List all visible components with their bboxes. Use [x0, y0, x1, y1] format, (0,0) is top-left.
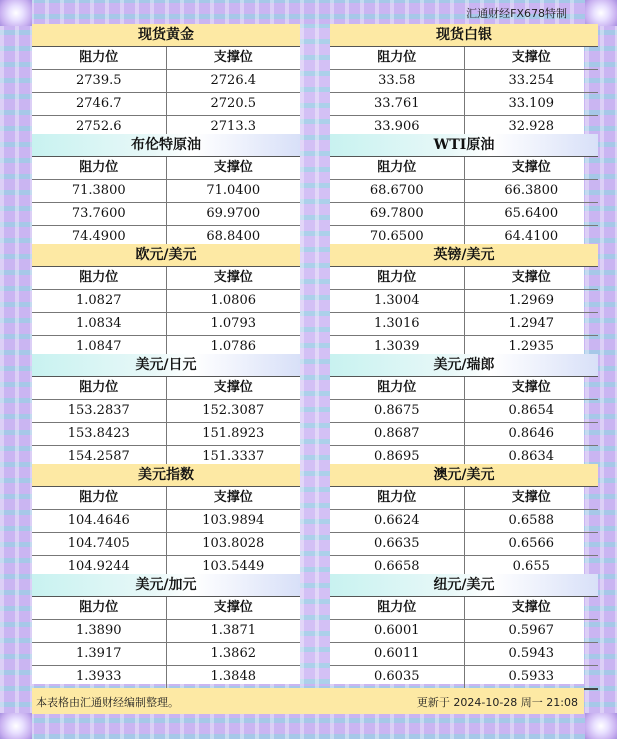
resistance-value: 1.0827 [32, 290, 167, 312]
table-row [32, 533, 300, 556]
resistance-value: 104.7405 [32, 533, 167, 555]
support-value: 1.3862 [210, 646, 256, 661]
support-value: 103.9894 [202, 513, 265, 528]
resistance-value: 0.6624 [330, 510, 465, 532]
resistance-value: 33.58 [330, 70, 465, 92]
table-row [32, 70, 300, 93]
table-row [330, 180, 598, 203]
support-value: 0.655 [512, 559, 550, 574]
instrument-block [330, 464, 598, 574]
instrument-block [330, 574, 598, 684]
support-value: 66.3800 [504, 183, 559, 198]
instrument-title: 现货白银 [330, 24, 598, 47]
instrument-title: 美元/加元 [32, 574, 300, 597]
instrument-block [330, 354, 598, 464]
support-value: 0.5967 [508, 623, 554, 638]
support-header: 支撑位 [213, 600, 253, 615]
resistance-value: 0.8695 [330, 446, 465, 468]
column-header-row [330, 597, 598, 620]
support-header: 支撑位 [213, 50, 253, 65]
column-header-row [32, 377, 300, 400]
corner-ornament-top-left [0, 0, 32, 26]
support-value: 1.2935 [508, 339, 554, 354]
table-row [32, 510, 300, 533]
resistance-value: 1.3004 [330, 290, 465, 312]
support-header: 支撑位 [213, 160, 253, 175]
support-value: 71.0400 [206, 183, 261, 198]
support-value: 2726.4 [210, 73, 256, 88]
support-value: 65.6400 [504, 206, 559, 221]
table-row [32, 643, 300, 666]
corner-ornament-top-right [585, 0, 617, 26]
update-time: 更新于 2024-10-28 周一 21:08 [416, 696, 578, 709]
instrument-title: 现货黄金 [32, 24, 300, 47]
resistance-value: 1.0834 [32, 313, 167, 335]
instrument-block [32, 464, 300, 574]
instrument-title: 纽元/美元 [330, 574, 598, 597]
resistance-header: 阻力位 [330, 597, 465, 619]
table-row [32, 180, 300, 203]
resistance-value: 74.4900 [32, 226, 167, 248]
support-header: 支撑位 [213, 490, 253, 505]
resistance-header: 阻力位 [32, 267, 167, 289]
instrument-title: 澳元/美元 [330, 464, 598, 487]
table-row [330, 620, 598, 643]
resistance-value: 1.0847 [32, 336, 167, 358]
table-row [32, 93, 300, 116]
support-value: 151.8923 [202, 426, 265, 441]
resistance-value: 1.3933 [32, 666, 167, 688]
table-row [330, 423, 598, 446]
resistance-value: 70.6500 [330, 226, 465, 248]
table-row [330, 70, 598, 93]
table-row [330, 93, 598, 116]
support-value: 0.5943 [508, 646, 554, 661]
support-value: 1.2969 [508, 293, 554, 308]
resistance-header: 阻力位 [32, 47, 167, 69]
support-header: 支撑位 [511, 380, 551, 395]
column-header-row [330, 487, 598, 510]
table-row [330, 313, 598, 336]
table-row [32, 290, 300, 313]
instrument-block [330, 134, 598, 244]
resistance-value: 68.6700 [330, 180, 465, 202]
resistance-value: 154.2587 [32, 446, 167, 468]
resistance-header: 阻力位 [330, 377, 465, 399]
instrument-title: 英镑/美元 [330, 244, 598, 267]
support-value: 1.0786 [210, 339, 256, 354]
support-value: 151.3337 [202, 449, 265, 464]
table-row [32, 400, 300, 423]
instrument-title: 美元指数 [32, 464, 300, 487]
column-header-row [32, 157, 300, 180]
resistance-value: 0.8675 [330, 400, 465, 422]
resistance-header: 阻力位 [330, 267, 465, 289]
resistance-header: 阻力位 [32, 597, 167, 619]
resistance-value: 73.7600 [32, 203, 167, 225]
resistance-header: 阻力位 [330, 487, 465, 509]
table-row [330, 400, 598, 423]
table-row [32, 203, 300, 226]
resistance-value: 0.8687 [330, 423, 465, 445]
resistance-value: 1.3016 [330, 313, 465, 335]
support-value: 0.8634 [508, 449, 554, 464]
support-value: 33.254 [508, 73, 554, 88]
resistance-value: 153.2837 [32, 400, 167, 422]
column-header-row [32, 597, 300, 620]
instrument-block [32, 24, 300, 134]
support-value: 0.5933 [508, 669, 554, 684]
instrument-block [32, 574, 300, 684]
support-value: 69.9700 [206, 206, 261, 221]
support-value: 2720.5 [210, 96, 256, 111]
table-row [330, 290, 598, 313]
support-value: 32.928 [508, 119, 554, 134]
instrument-block [32, 354, 300, 464]
instrument-block [32, 244, 300, 354]
instrument-title: WTI原油 [330, 134, 598, 157]
instrument-block [32, 134, 300, 244]
support-value: 1.0806 [210, 293, 256, 308]
resistance-value: 0.6035 [330, 666, 465, 688]
column-divider [300, 24, 330, 684]
support-value: 0.8654 [508, 403, 554, 418]
support-header: 支撑位 [511, 50, 551, 65]
column-header-row [32, 267, 300, 290]
support-value: 33.109 [508, 96, 554, 111]
column-header-row [32, 487, 300, 510]
resistance-value: 71.3800 [32, 180, 167, 202]
support-value: 64.4100 [504, 229, 559, 244]
support-header: 支撑位 [213, 270, 253, 285]
table-row [330, 666, 598, 690]
resistance-value: 0.6001 [330, 620, 465, 642]
resistance-value: 1.3039 [330, 336, 465, 358]
support-value: 1.3848 [210, 669, 256, 684]
support-value: 1.2947 [508, 316, 554, 331]
support-value: 1.3871 [210, 623, 256, 638]
table-row [330, 510, 598, 533]
resistance-value: 33.906 [330, 116, 465, 138]
resistance-value: 69.7800 [330, 203, 465, 225]
column-header-row [330, 157, 598, 180]
corner-ornament-bottom-left [0, 713, 32, 739]
column-header-row [330, 47, 598, 70]
table-row [330, 643, 598, 666]
pivot-table-panel [32, 24, 584, 684]
support-header: 支撑位 [511, 270, 551, 285]
resistance-header: 阻力位 [330, 47, 465, 69]
resistance-value: 0.6658 [330, 556, 465, 578]
resistance-value: 33.761 [330, 93, 465, 115]
resistance-header: 阻力位 [32, 487, 167, 509]
resistance-value: 2746.7 [32, 93, 167, 115]
support-value: 2713.3 [210, 119, 256, 134]
support-header: 支撑位 [511, 490, 551, 505]
instrument-block [330, 244, 598, 354]
brand-caption: 汇通财经FX678特制 [466, 7, 567, 20]
table-row [32, 313, 300, 336]
resistance-value: 104.9244 [32, 556, 167, 578]
instrument-title: 欧元/美元 [32, 244, 300, 267]
footer-note: 本表格由汇通财经编制整理。 [36, 696, 179, 709]
table-row [32, 620, 300, 643]
resistance-value: 153.8423 [32, 423, 167, 445]
support-value: 1.0793 [210, 316, 256, 331]
table-row [330, 203, 598, 226]
column-header-row [32, 47, 300, 70]
resistance-value: 0.6635 [330, 533, 465, 555]
column-header-row [330, 377, 598, 400]
table-row [330, 533, 598, 556]
resistance-value: 1.3890 [32, 620, 167, 642]
support-header: 支撑位 [511, 600, 551, 615]
resistance-header: 阻力位 [32, 377, 167, 399]
support-value: 0.6588 [508, 513, 554, 528]
support-value: 103.8028 [202, 536, 265, 551]
instrument-title: 美元/瑞郎 [330, 354, 598, 377]
support-value: 152.3087 [202, 403, 265, 418]
instrument-title: 布伦特原油 [32, 134, 300, 157]
resistance-header: 阻力位 [330, 157, 465, 179]
footer-bar [32, 688, 584, 714]
resistance-value: 1.3917 [32, 643, 167, 665]
table-row [32, 666, 300, 690]
instrument-title: 美元/日元 [32, 354, 300, 377]
column-header-row [330, 267, 598, 290]
support-header: 支撑位 [213, 380, 253, 395]
table-row [32, 423, 300, 446]
corner-ornament-bottom-right [585, 713, 617, 739]
resistance-value: 0.6011 [330, 643, 465, 665]
resistance-value: 2739.5 [32, 70, 167, 92]
support-header: 支撑位 [511, 160, 551, 175]
support-value: 0.8646 [508, 426, 554, 441]
resistance-value: 104.4646 [32, 510, 167, 532]
resistance-header: 阻力位 [32, 157, 167, 179]
resistance-value: 2752.6 [32, 116, 167, 138]
support-value: 68.8400 [206, 229, 261, 244]
support-value: 103.5449 [202, 559, 265, 574]
instrument-block [330, 24, 598, 134]
support-value: 0.6566 [508, 536, 554, 551]
